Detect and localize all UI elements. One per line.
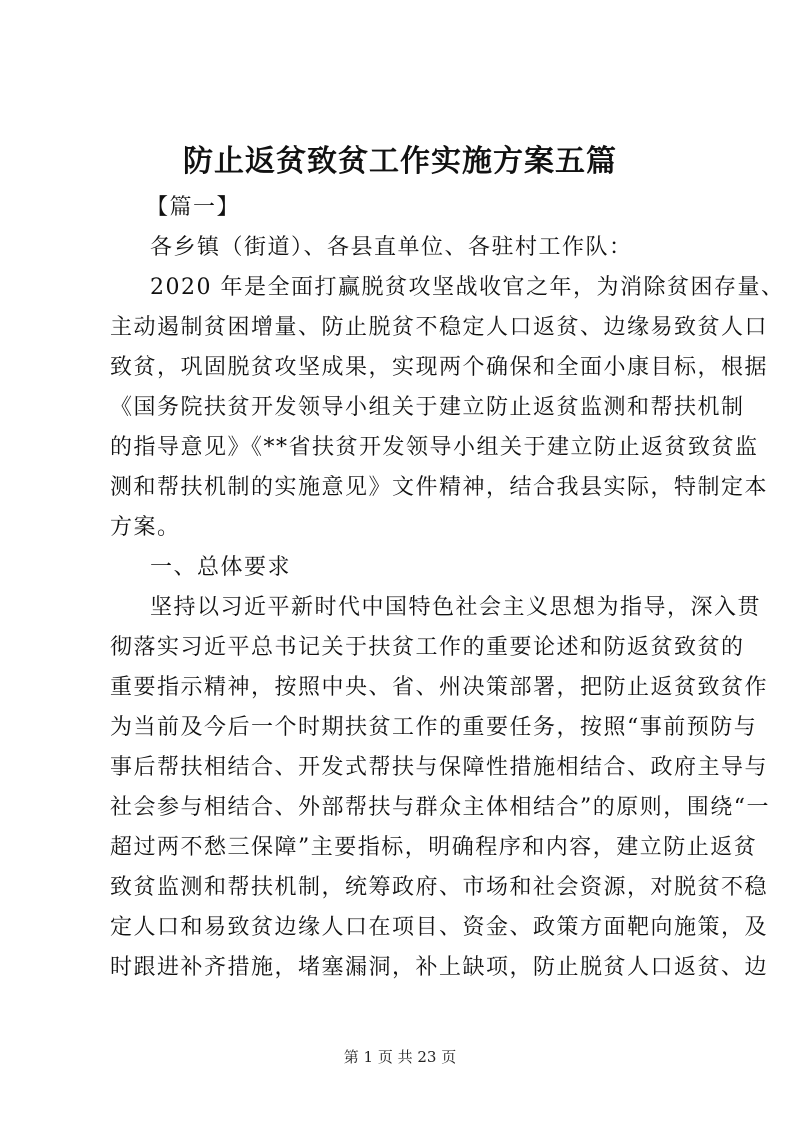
body-line: 时跟进补齐措施，堵塞漏洞，补上缺项，防止脱贫人口返贫、边 [110,955,769,980]
body-line: 2020 年是全面打赢脱贫攻坚战收官之年，为消除贫困存量、 [150,275,785,300]
body-line: 方案。 [110,515,181,540]
body-line: 定人口和易致贫边缘人口在项目、资金、政策方面靶向施策，及 [110,915,769,940]
section-tag: 【篇一】 [146,195,241,220]
body-line: 为当前及今后一个时期扶贫工作的重要任务，按照“事前预防与 [110,715,758,740]
page-number-footer: 第 1 页 共 23 页 [343,1048,457,1066]
body-line: 致贫，巩固脱贫攻坚成果，实现两个确保和全面小康目标，根据 [110,355,769,380]
body-line: 重要指示精神，按照中央、省、州决策部署，把防止返贫致贫作 [110,675,769,700]
document-title: 防止返贫致贫工作实施方案五篇 [183,144,617,179]
body-line: 社会参与相结合、外部帮扶与群众主体相结合”的原则，围绕“一 [110,795,770,820]
body-line: 事后帮扶相结合、开发式帮扶与保障性措施相结合、政府主导与 [110,755,769,780]
body-line: 各乡镇（街道）、各县直单位、各驻村工作队： [150,235,633,260]
body-line: 致贫监测和帮扶机制，统筹政府、市场和社会资源，对脱贫不稳 [110,875,769,900]
body-line: 超过两不愁三保障”主要指标，明确程序和内容，建立防止返贫 [110,835,758,860]
body-line: 的指导意见》《**省扶贫开发领导小组关于建立防止返贫致贫监 [110,435,759,460]
section-heading: 一、总体要求 [150,555,292,580]
body-line: 彻落实习近平总书记关于扶贫工作的重要论述和防返贫致贫的 [110,635,745,660]
body-line: 坚持以习近平新时代中国特色社会主义思想为指导，深入贯 [150,595,762,620]
body-line: 主动遏制贫困增量、防止脱贫不稳定人口返贫、边缘易致贫人口 [110,315,769,340]
body-line: 《国务院扶贫开发领导小组关于建立防止返贫监测和帮扶机制 [110,395,745,420]
body-line: 测和帮扶机制的实施意见》文件精神，结合我县实际，特制定本 [110,475,769,500]
